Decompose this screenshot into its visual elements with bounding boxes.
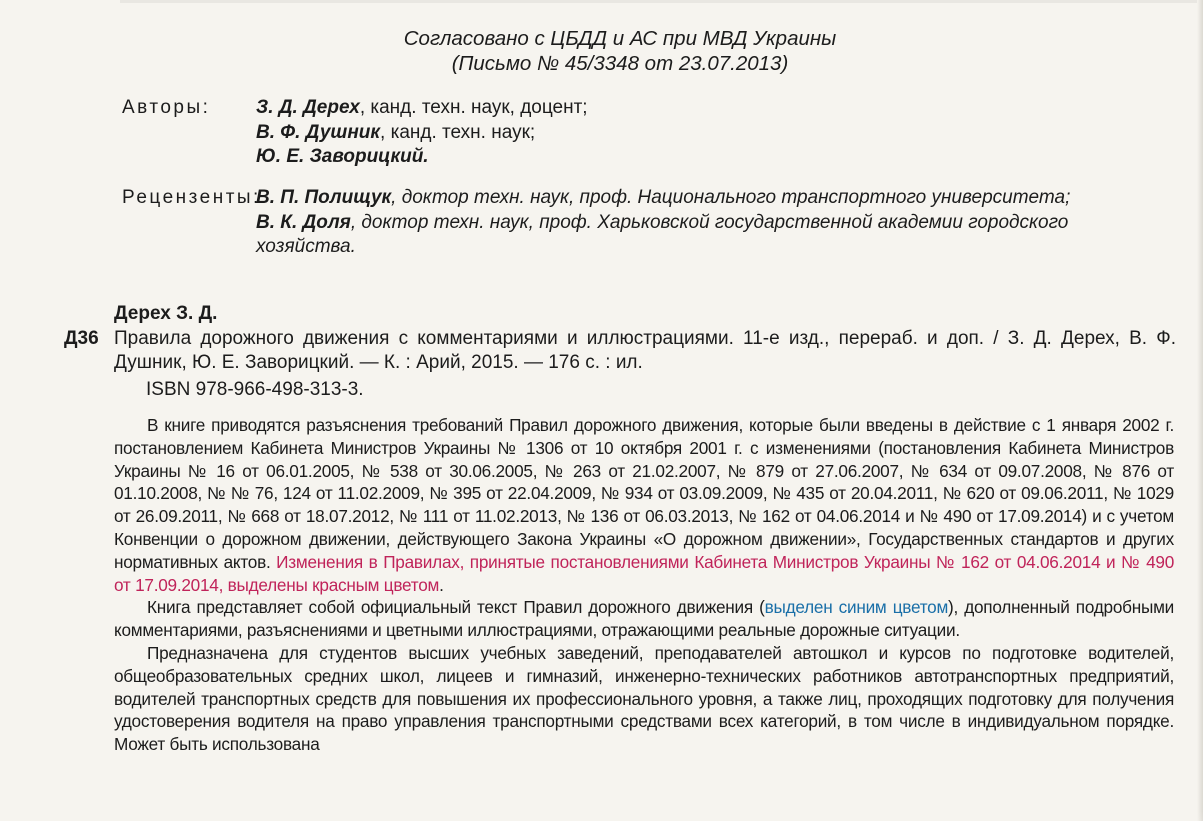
approval-line-1: Согласовано с ЦБДД и АС при МВД Украины	[403, 27, 837, 50]
annotation-p1-text: В книге приводятся разъяснения требований Правил дорожного движения, которые были введены в действие с 1 января 2002 г. постановлением Кабинета Министров Украины № 1306 от 10 октября 2001 г. с изменениями (постановления Кабинета Министров Украины № 16 от 06.01.2005, № 538 от 30.06.2005, № 263 от 21.02.2007, № 879 от 27.06.2007, № 634 от 09.07.2008, № 876 от 01.10.2008, № № 76, 124 от 11.02.2009, № 395 от 22.04.2009, № 934 от 03.09.2009, № 435 от 20.04.2011, № 620 от 09.06.2011, № 1029 от 26.09.2011, № 668 от 18.07.2012, № 111 от 11.02.2013, № 136 от 06.03.2013, № 162 от 04.06.2014 и № 490 от 17.09.2014) и с учетом Конвенции о дорожном движении, действующего Закона Украины «О дорожном движении», Государственных стандартов и других нормативных актов.	[114, 415, 1174, 572]
reviewer-details-3: хозяйства.	[256, 236, 356, 257]
author-name-2: В. Ф. Душник	[256, 121, 381, 143]
annotation-p3-text: Предназначена для студентов высших учебных заведений, преподавателей автошкол и курсов по подготовке водителей, общеобразовательных средних школ, лицеев и гимназий, инженерно-технических работников автотранспортных предприятий, водителей транспортных средств для повышения их профессионального уровня, а также лиц, проходящих подготовку для получения удостоверения водителя на право управления транспортными средствами всех категорий, в том числе в индивидуальном порядке. Может быть использована	[114, 642, 1174, 755]
author-row-3	[122, 145, 588, 170]
annotation-paragraph-1	[114, 414, 1174, 596]
page-bottom-edge	[0, 811, 1203, 821]
catalog-entry-text: Правила дорожного движения с комментариями и иллюстрациями. 11-е изд., перераб. и доп. / З. Д. Дерех, В. Ф. Душник, Ю. Е. Заворицкий. — К. : Арий, 2015. — 176 с. : ил.	[114, 327, 1176, 373]
catalog-entry	[64, 327, 1176, 376]
annotation-p1-end: .	[439, 574, 444, 595]
reviewers-block	[122, 186, 1070, 260]
annotation-p2-start: Книга представляет собой официальный текст Правил дорожного движения (	[147, 597, 765, 618]
reviewer-row-1	[122, 186, 1070, 211]
author-row-1	[122, 96, 588, 121]
catalog-code: Д36	[64, 327, 99, 349]
isbn: ISBN 978-966-498-313-3.	[146, 378, 364, 400]
author-row-2	[122, 121, 588, 146]
red-highlight-note: Изменения в Правилах, принятые постановлениями Кабинета Министров Украины № 162 от 04.06.2014 и № 490 от 17.09.2014, выделены красным цветом	[114, 551, 1175, 595]
approval-block	[0, 26, 1203, 76]
reviewer-details-2: , доктор техн. наук, проф. Харьковской государственной академии городского	[350, 211, 1069, 233]
authors-label: Авторы:	[122, 97, 211, 118]
author-details-1: , канд. техн. наук, доцент;	[359, 97, 588, 118]
annotation-paragraph-3	[114, 642, 1174, 756]
blue-highlight-note: выделен синим цветом	[764, 597, 949, 618]
scan-edge-top	[120, 0, 1203, 3]
reviewer-name-2: В. К. Доля	[256, 211, 351, 233]
reviewer-row-2	[122, 211, 1070, 236]
annotation-p2-end: ), дополненный подробными комментариями, разъяснениями и цветными иллюстрациями, отражающими реальные дорожные ситуации.	[114, 597, 1175, 641]
author-name-3: Ю. Е. Заворицкий.	[256, 146, 429, 167]
approval-line-2: (Письмо № 45/3348 от 23.07.2013)	[451, 52, 789, 75]
scan-edge-right	[1197, 0, 1203, 821]
annotation	[114, 414, 1174, 756]
reviewer-row-3	[122, 235, 1070, 260]
annotation-paragraph-2	[114, 596, 1174, 642]
reviewers-label: Рецензенты:	[122, 187, 261, 208]
authors-block	[122, 96, 588, 170]
catalog-record	[64, 302, 1176, 402]
reviewer-details-1: , доктор техн. наук, проф. Национального транспортного университета;	[391, 187, 1071, 208]
catalog-author-heading: Дерех З. Д.	[114, 303, 218, 324]
author-name-1: З. Д. Дерех	[256, 97, 360, 118]
reviewer-name-1: В. П. Полищук	[256, 187, 392, 208]
author-details-2: , канд. техн. наук;	[380, 121, 536, 143]
